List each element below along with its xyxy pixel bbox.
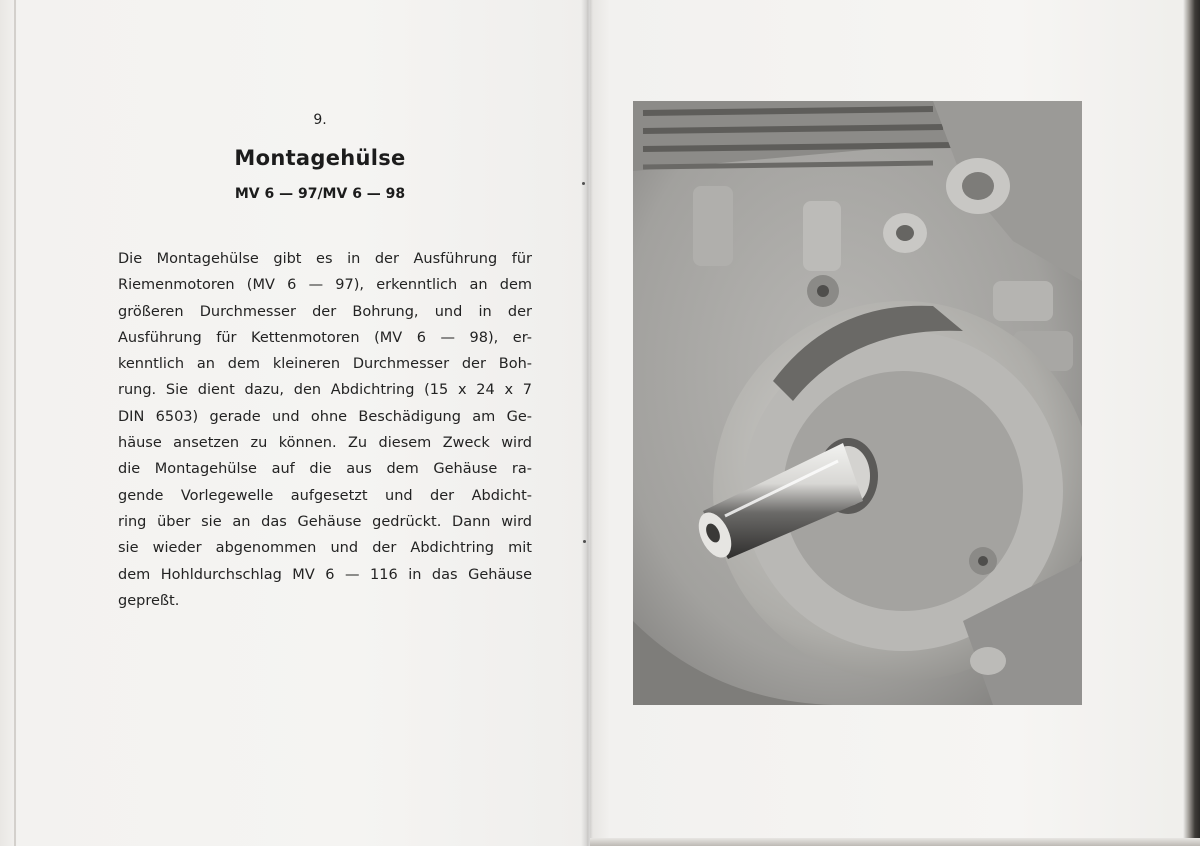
body-line: größeren Durchmesser der Bohrung, und in der [118,303,532,320]
body-line: Die Montagehülse gibt es in der Ausführung für [118,251,532,267]
engine-photo [633,101,1082,705]
body-line: häuse ansetzen zu können. Zu diesem Zweck wird [118,435,532,452]
body-line: kenntlich an dem kleineren Durchmesser der Boh- [118,356,532,373]
body-line: gende Vorlegewelle aufgesetzt und der Abdicht- [118,487,532,504]
body-line: sie wieder abgenommen und der Abdichtring mit [118,540,532,557]
body-line: gepreßt. [118,592,180,609]
body-line: die Montagehülse auf die aus dem Gehäuse ra- [118,461,532,478]
page-subtitle: MV 6 — 97/MV 6 — 98 [234,186,406,202]
engine-illustration [633,101,1082,705]
body-line: ring über sie an das Gehäuse gedrückt. Dann wird [118,513,532,530]
page-edge-right [1183,0,1200,846]
body-paragraph [118,246,532,614]
body-line: Riemenmotoren (MV 6 — 97), erkenntlich an dem [118,277,532,294]
page-edge-bottom [590,838,1200,846]
page-title: Montagehülse [234,146,406,170]
book-gutter [581,0,593,846]
body-line: DIN 6503) gerade und ohne Beschädigung am Ge- [118,408,532,425]
left-page [0,0,590,846]
body-line: dem Hohldurchschlag MV 6 — 116 in das Gehäuse [118,566,532,583]
page-edge [14,0,16,846]
body-line: Ausführung für Kettenmotoren (MV 6 — 98), er- [118,329,532,346]
page-number: 9. [313,112,327,128]
body-line: rung. Sie dient dazu, den Abdichtring (15 x 24 x 7 [118,382,532,399]
